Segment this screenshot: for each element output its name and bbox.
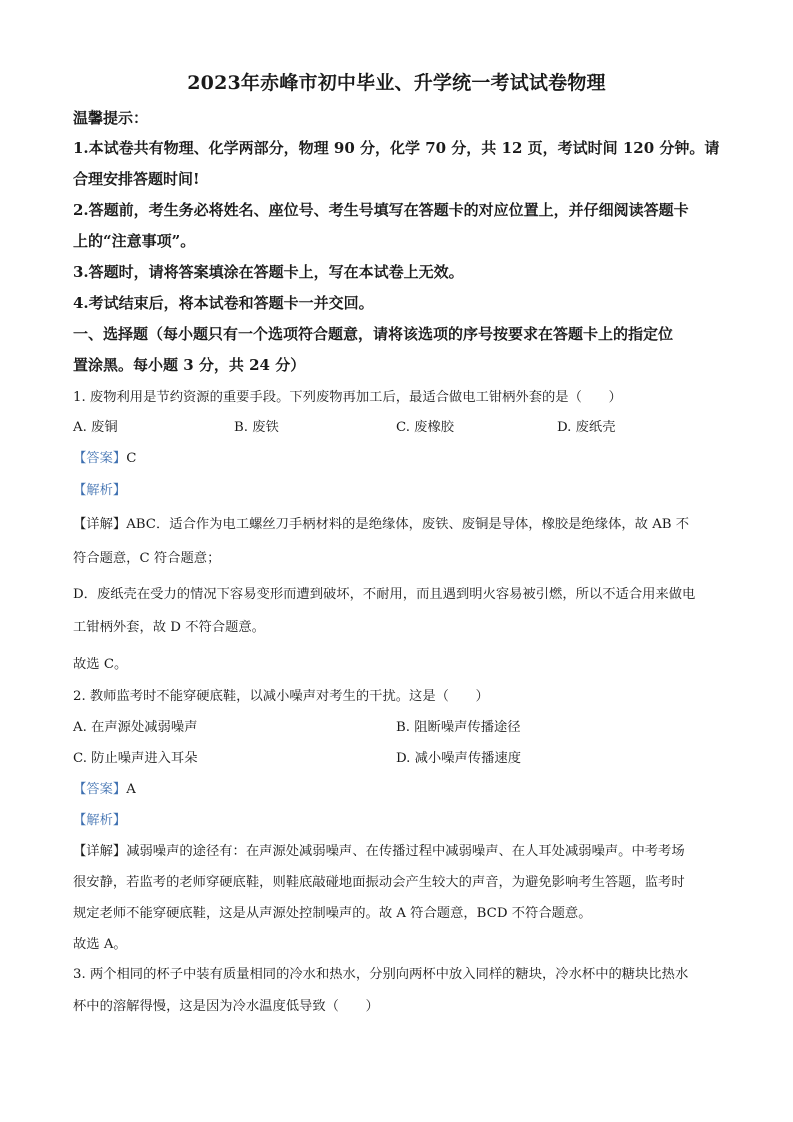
answer-value: A: [126, 782, 136, 797]
tip-line: 1.本试卷共有物理、化学两部分，物理 90 分，化学 70 分，共 12 页，考试时间 120 分钟。请: [73, 139, 720, 157]
question-stem: 杯中的溶解得慢，这是因为冷水温度低导致（ ）: [73, 999, 379, 1014]
section-heading: 置涂黑。每小题 3 分，共 24 分）: [73, 356, 306, 374]
conclusion: 故选 C。: [73, 657, 128, 672]
analysis-label: 【解析】: [73, 483, 127, 498]
option-b: B. 阻断噪声传播途径: [396, 720, 521, 735]
detail-line: 【详解】ABC．适合作为电工螺丝刀手柄材料的是绝缘体，废铁、废铜是导体，橡胶是绝缘体，故 AB 不: [73, 517, 690, 532]
tip-line: 2.答题前，考生务必将姓名、座位号、考生号填写在答题卡的对应位置上，并仔细阅读答题卡: [73, 201, 689, 219]
option-a: A. 在声源处减弱噪声: [73, 720, 198, 735]
question-stem: 3. 两个相同的杯子中装有质量相同的冷水和热水，分别向两杯中放入同样的糖块，冷水杯中的糖块比热水: [73, 967, 689, 982]
answer-row: [73, 778, 723, 797]
tip-line: 合理安排答题时间!: [73, 170, 200, 188]
detail-label: 【详解】: [73, 844, 127, 859]
tip-line: 4.考试结束后，将本试卷和答题卡一并交回。: [73, 294, 374, 312]
answer-label: 【答案】: [73, 451, 127, 466]
option-d: D. 减小噪声传播速度: [396, 751, 522, 766]
question-stem: 2. 教师监考时不能穿硬底鞋，以减小噪声对考生的干扰。这是（ ）: [73, 689, 489, 704]
conclusion: 故选 A。: [73, 937, 127, 952]
tips-heading: 温馨提示：: [73, 109, 149, 127]
option-c: C. 防止噪声进入耳朵: [73, 751, 198, 766]
tip-line: 3.答题时，请将答案填涂在答题卡上，写在本试卷上无效。: [73, 263, 464, 281]
detail-label: 【详解】: [73, 517, 127, 532]
answer-label: 【答案】: [73, 782, 127, 797]
detail-line: D．废纸壳在受力的情况下容易变形而遭到破坏，不耐用，而且遇到明火容易被引燃，所以不适合用来做电: [73, 587, 696, 602]
tip-line: 上的“注意事项”。: [73, 232, 196, 250]
answer-value: C: [126, 451, 137, 466]
page-title: 2023年赤峰市初中毕业、升学统一考试试卷物理: [187, 72, 606, 94]
option-d: D. 废纸壳: [557, 420, 616, 435]
option-b: B. 废铁: [234, 420, 279, 435]
detail-line: 【详解】减弱噪声的途径有：在声源处减弱噪声、在传播过程中减弱噪声、在人耳处减弱噪声。中考考场: [73, 844, 685, 859]
analysis-label: 【解析】: [73, 813, 127, 828]
detail-line: 很安静，若监考的老师穿硬底鞋，则鞋底敲碰地面振动会产生较大的声音，为避免影响考生答题，监考时: [73, 875, 685, 890]
section-heading: 一、选择题（每小题只有一个选项符合题意，请将该选项的序号按要求在答题卡上的指定位: [73, 325, 674, 343]
answer-row: [73, 447, 723, 466]
detail-line: 符合题意，C 符合题意；: [73, 551, 221, 566]
detail-line: 工钳柄外套，故 D 不符合题意。: [73, 620, 265, 635]
question-stem: 1. 废物利用是节约资源的重要手段。下列废物再加工后，最适合做电工钳柄外套的是（ ）: [73, 390, 622, 405]
option-c: C. 废橡胶: [396, 420, 455, 435]
option-a: A. 废铜: [73, 420, 118, 435]
detail-line: 规定老师不能穿硬底鞋，这是从声源处控制噪声的。故 A 符合题意，BCD 不符合题意。: [73, 906, 592, 921]
